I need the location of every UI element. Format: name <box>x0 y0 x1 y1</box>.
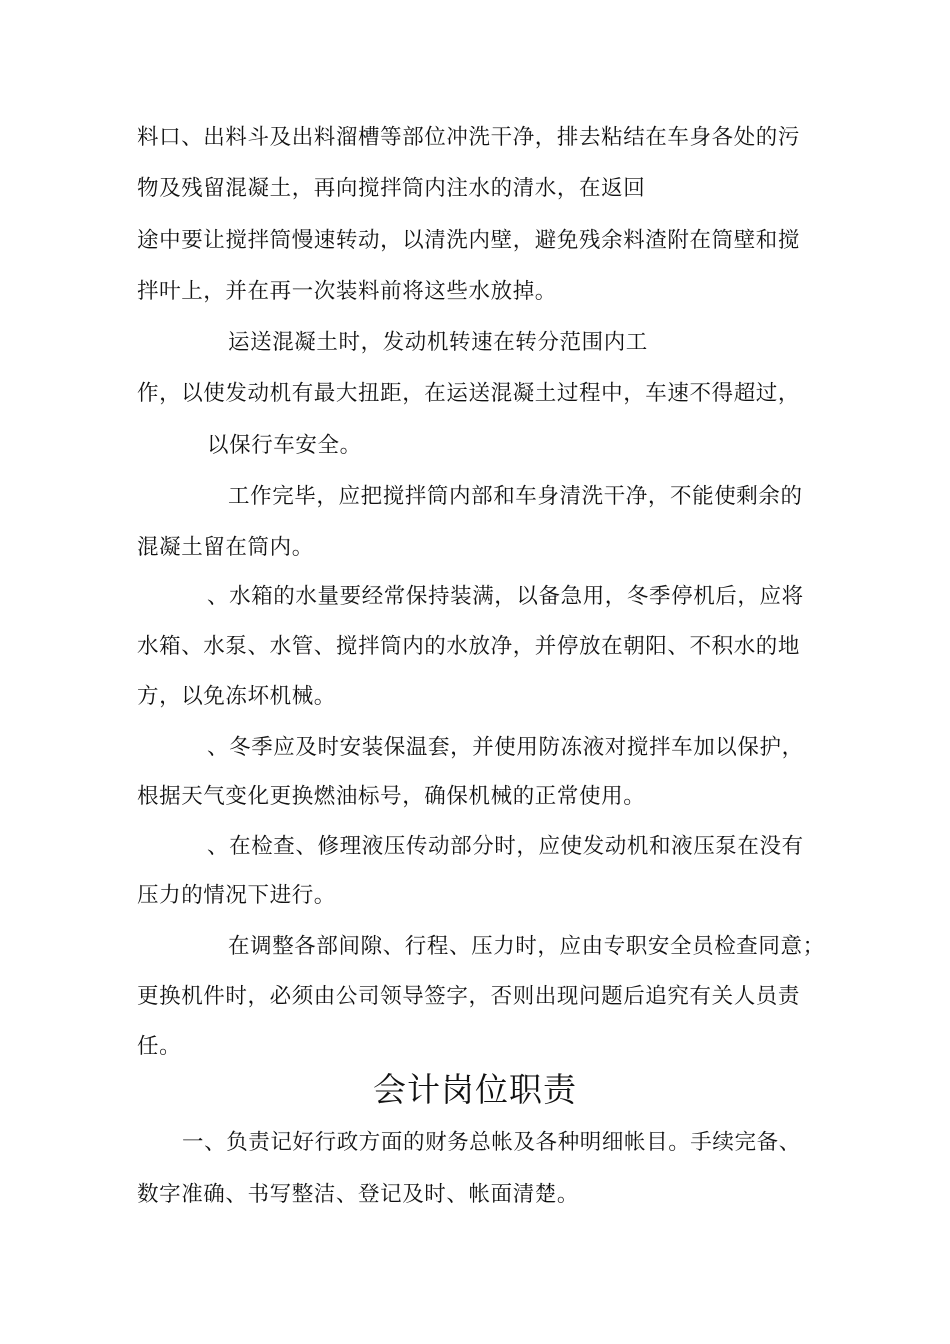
body-line-17: 在调整各部间隙、行程、压力时，应由专职安全员检查同意； <box>228 934 825 959</box>
body-line-3: 途中要让搅拌筒慢速转动，以清洗内壁，避免残余料渣附在筒壁和搅 <box>137 228 801 253</box>
body-line-1: 料口、出料斗及出料溜槽等部位冲洗干净，排去粘结在车身各处的污 <box>137 125 801 150</box>
body-line-14: 根据天气变化更换燃油标号，确保机械的正常使用。 <box>137 784 646 809</box>
body-line-11: 水箱、水泵、水管、搅拌筒内的水放净，并停放在朝阳、不积水的地 <box>137 634 801 659</box>
body-line-9: 混凝土留在筒内。 <box>137 535 314 560</box>
body-line-12: 方，以免冻坏机械。 <box>137 684 336 709</box>
body-line-15: 、在检查、修理液压传动部分时，应使发动机和液压泵在没有 <box>207 834 804 859</box>
body-line-19: 任。 <box>137 1034 182 1059</box>
section-title: 会计岗位职责 <box>373 1070 577 1109</box>
body-line-8: 工作完毕，应把搅拌筒内部和车身清洗干净，不能使剩余的 <box>228 484 803 509</box>
body-line-5: 运送混凝土时，发动机转速在转分范围内工 <box>228 330 648 355</box>
body-line-16: 压力的情况下进行。 <box>137 883 336 908</box>
body-line-7: 以保行车安全。 <box>207 433 362 458</box>
body-line-2: 物及残留混凝土，再向搅拌筒内注水的清水，在返回 <box>137 176 646 201</box>
body-line-13: 、冬季应及时安装保温套，并使用防冻液对搅拌车加以保护， <box>207 735 804 760</box>
body-line-6: 作，以使发动机有最大扭距，在运送混凝土过程中，车速不得超过， <box>137 381 801 406</box>
section-line-2: 数字准确、书写整洁、登记及时、帐面清楚。 <box>137 1182 580 1207</box>
section-line-1: 一、负责记好行政方面的财务总帐及各种明细帐目。手续完备、 <box>182 1130 801 1155</box>
body-line-10: 、水箱的水量要经常保持装满，以备急用，冬季停机后，应将 <box>207 584 804 609</box>
body-line-18: 更换机件时，必须由公司领导签字，否则出现问题后追究有关人员责 <box>137 984 801 1009</box>
body-line-4: 拌叶上，并在再一次装料前将这些水放掉。 <box>137 279 557 304</box>
